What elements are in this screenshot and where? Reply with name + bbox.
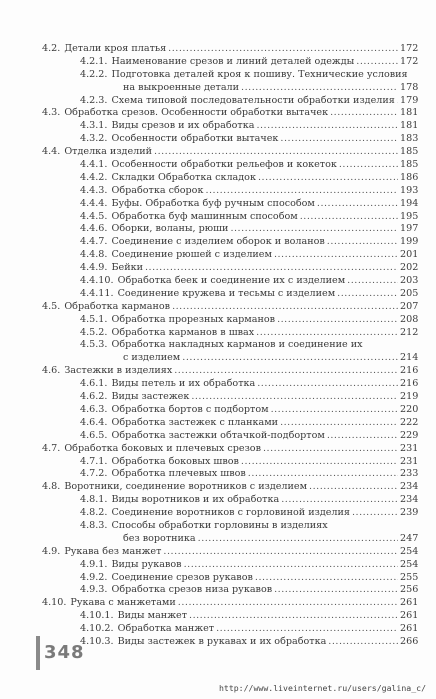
toc-entry-number: 4.2.3. bbox=[80, 94, 108, 106]
toc-entry-title: Обработка срезов. Особенности обработки вытачек bbox=[64, 107, 329, 119]
toc-dot-leader bbox=[241, 456, 398, 469]
toc-dot-leader bbox=[184, 559, 398, 572]
toc-entry-title: Виды манжет bbox=[117, 610, 188, 622]
toc-entry-title: Особенности обработки рельефов и кокеток bbox=[111, 159, 337, 171]
toc-section-row bbox=[40, 546, 418, 559]
toc-subsection-row bbox=[40, 533, 418, 546]
toc-entry-number: 4.8.3. bbox=[80, 519, 108, 531]
toc-dot-leader bbox=[216, 623, 398, 636]
toc-entry-page: 181 bbox=[400, 107, 419, 119]
toc-entry-title: Соединение срезов рукавов bbox=[111, 571, 253, 583]
page-number-bar bbox=[36, 636, 40, 670]
toc-entry-page: 212 bbox=[400, 326, 419, 338]
toc-entry-title: Отделка изделий bbox=[64, 146, 153, 158]
toc-dot-leader bbox=[182, 352, 398, 365]
toc-dot-leader bbox=[280, 417, 398, 430]
toc-entry-page: 203 bbox=[400, 275, 419, 287]
toc-entry-title: Виды петель и их обработка bbox=[111, 378, 256, 390]
toc-subsection-row bbox=[40, 572, 418, 585]
toc-entry-page: 179 bbox=[400, 94, 419, 106]
toc-dot-leader bbox=[178, 597, 398, 610]
toc-entry-title: Виды застежек в рукавах и их обработка bbox=[117, 635, 327, 647]
toc-entry-number: 4.5.2. bbox=[80, 326, 108, 338]
toc-dot-leader bbox=[281, 494, 398, 507]
toc-entry-title: с изделием bbox=[123, 352, 181, 364]
toc-subsection-row bbox=[40, 288, 418, 301]
toc-entry-number: 4.4.5. bbox=[80, 210, 108, 222]
toc-subsection-row bbox=[40, 236, 418, 249]
toc-section-row bbox=[40, 146, 418, 159]
toc-entry-number: 4.6. bbox=[42, 365, 61, 377]
toc-entry-page: 254 bbox=[400, 558, 419, 570]
toc-subsection-row bbox=[40, 430, 418, 443]
toc-entry-number: 4.5. bbox=[42, 300, 61, 312]
toc-entry-number: 4.2.2. bbox=[80, 68, 108, 80]
toc-dot-leader bbox=[309, 481, 398, 494]
toc-entry-page: 207 bbox=[400, 300, 419, 312]
toc-entry-page: 172 bbox=[400, 55, 419, 67]
toc-entry-title: Соединение рюшей с изделием bbox=[111, 249, 272, 261]
toc-section-row bbox=[40, 365, 418, 378]
toc-subsection-row bbox=[40, 185, 418, 198]
toc-entry-page: 216 bbox=[400, 378, 419, 390]
toc-entry-number: 4.9.1. bbox=[80, 558, 108, 570]
toc-subsection-row bbox=[40, 95, 418, 108]
toc-entry-number: 4.7. bbox=[42, 442, 61, 454]
toc-entry-number: 4.6.2. bbox=[80, 391, 108, 403]
toc-dot-leader bbox=[347, 275, 398, 288]
toc-entry-number: 4.4.9. bbox=[80, 262, 108, 274]
toc-dot-leader bbox=[356, 56, 398, 69]
toc-entry-page: 231 bbox=[400, 442, 419, 454]
toc-entry-number: 4.9.3. bbox=[80, 584, 108, 596]
toc-subsection-row bbox=[40, 352, 418, 365]
toc-entry-title: Виды рукавов bbox=[111, 558, 182, 570]
toc-subsection-row bbox=[40, 82, 418, 95]
toc-entry-page: 261 bbox=[400, 597, 419, 609]
toc-entry-title: Обработка сборок bbox=[111, 184, 204, 196]
toc-entry-title: Обработка карманов bbox=[64, 300, 171, 312]
toc-entry-page: 197 bbox=[400, 223, 419, 235]
toc-subsection-row bbox=[40, 133, 418, 146]
toc-entry-page: 231 bbox=[400, 455, 419, 467]
toc-dot-leader bbox=[198, 533, 398, 546]
toc-entry-page: 261 bbox=[400, 623, 419, 635]
toc-entry-page: 219 bbox=[400, 391, 419, 403]
toc-entry-page: 195 bbox=[400, 210, 419, 222]
toc-entry-page: 194 bbox=[400, 197, 419, 209]
toc-dot-leader bbox=[154, 146, 398, 159]
toc-dot-leader bbox=[256, 327, 398, 340]
toc-entry-number: 4.4.8. bbox=[80, 249, 108, 261]
toc-entry-page: 234 bbox=[400, 481, 419, 493]
toc-entry-title: Соединение воротников с горловиной изделия bbox=[111, 507, 350, 519]
toc-subsection-row bbox=[40, 559, 418, 572]
toc-dot-leader bbox=[256, 120, 398, 133]
toc-entry-number: 4.4.6. bbox=[80, 223, 108, 235]
toc-entry-number: 4.3.2. bbox=[80, 133, 108, 145]
toc-entry-title: Обработка застежек с планками bbox=[111, 416, 279, 428]
toc-entry-title: Обработка беек и соединение их с изделием bbox=[117, 275, 346, 287]
toc-entry-number: 4.10.1. bbox=[80, 610, 114, 622]
toc-entry-title: Обработка накладных карманов и соединение их bbox=[111, 339, 363, 351]
toc-dot-leader bbox=[168, 43, 398, 56]
toc-entry-title: Обработка буф машинным способом bbox=[111, 210, 298, 222]
toc-entry-title: Виды воротников и их обработка bbox=[111, 494, 280, 506]
toc-subsection-row bbox=[40, 404, 418, 417]
toc-entry-page: 201 bbox=[400, 249, 419, 261]
toc-dot-leader bbox=[230, 223, 398, 236]
toc-entry-page: 185 bbox=[400, 159, 419, 171]
toc-entry-number: 4.4.4. bbox=[80, 197, 108, 209]
toc-entry-page: 233 bbox=[400, 468, 419, 480]
toc-dot-leader bbox=[352, 507, 398, 520]
toc-entry-number: 4.6.3. bbox=[80, 403, 108, 415]
toc-section-row bbox=[40, 597, 418, 610]
toc-dot-leader bbox=[328, 636, 398, 649]
toc-dot-leader bbox=[280, 133, 398, 146]
page-number: 348 bbox=[44, 642, 85, 663]
toc-entry-title: Виды срезов и их обработка bbox=[111, 120, 255, 132]
toc-entry-page: 256 bbox=[400, 584, 419, 596]
toc-entry-title: Особенности обработки вытачек bbox=[111, 133, 279, 145]
toc-entry-page: 254 bbox=[400, 545, 419, 557]
toc-entry-page: 255 bbox=[400, 571, 419, 583]
toc-entry-page: 205 bbox=[400, 287, 419, 299]
toc-entry-title: Бейки bbox=[111, 262, 143, 274]
toc-entry-title: Наименование срезов и линий деталей одежды bbox=[111, 55, 355, 67]
toc-dot-leader bbox=[145, 262, 398, 275]
toc-dot-leader bbox=[172, 301, 398, 314]
toc-entry-number: 4.10. bbox=[42, 597, 67, 609]
toc-entry-number: 4.4.11. bbox=[80, 287, 114, 299]
toc-entry-title: Обработка застежки обтачкой-подбортом bbox=[111, 429, 325, 441]
toc-subsection-row bbox=[40, 172, 418, 185]
toc-dot-leader bbox=[317, 198, 398, 211]
toc-subsection-row bbox=[40, 610, 418, 623]
toc-section-row bbox=[40, 443, 418, 456]
toc-subsection-row bbox=[40, 468, 418, 481]
toc-dot-leader bbox=[330, 107, 398, 120]
toc-subsection-row bbox=[40, 275, 418, 288]
toc-subsection-row bbox=[40, 198, 418, 211]
toc-dot-leader bbox=[191, 391, 398, 404]
watermark-url[interactable]: http://www.liveinternet.ru/users/galina_c/ bbox=[218, 683, 426, 693]
toc-entry-title: Виды застежек bbox=[111, 391, 190, 403]
toc-entry-number: 4.5.1. bbox=[80, 313, 108, 325]
toc-subsection-row bbox=[40, 339, 418, 352]
toc-entry-title: Обработка прорезных карманов bbox=[111, 313, 276, 325]
toc-dot-leader bbox=[337, 288, 398, 301]
toc-subsection-row bbox=[40, 69, 418, 82]
toc-entry-page: 193 bbox=[400, 184, 419, 196]
toc-subsection-row bbox=[40, 623, 418, 636]
toc-entry-title: Соединение кружева и тесьмы с изделием bbox=[117, 287, 336, 299]
toc-entry-title: Обработка плечевых швов bbox=[111, 468, 246, 480]
toc-dot-leader bbox=[277, 314, 398, 327]
toc-entry-number: 4.10.2. bbox=[80, 623, 114, 635]
toc-dot-leader bbox=[257, 378, 398, 391]
toc-section-row bbox=[40, 481, 418, 494]
toc-entry-title: Оборки, воланы, рюши bbox=[111, 223, 229, 235]
toc-entry-page: 185 bbox=[400, 146, 419, 158]
toc-entry-title: Воротники, соединение воротников с изделием bbox=[64, 481, 308, 493]
toc-dot-leader bbox=[248, 468, 398, 481]
toc-entry-page: 181 bbox=[400, 120, 419, 132]
toc-entry-page: 214 bbox=[400, 352, 419, 364]
toc-subsection-row bbox=[40, 327, 418, 340]
toc-entry-page: 208 bbox=[400, 313, 419, 325]
toc-dot-leader bbox=[300, 211, 398, 224]
toc-entry-title: Соединение с изделием оборок и воланов bbox=[111, 236, 325, 248]
toc-dot-leader bbox=[397, 95, 398, 108]
toc-dot-leader bbox=[205, 185, 398, 198]
toc-entry-number: 4.2.1. bbox=[80, 55, 108, 67]
toc-subsection-row bbox=[40, 494, 418, 507]
toc-entry-page: 172 bbox=[400, 43, 419, 54]
toc-entry-number: 4.7.1. bbox=[80, 455, 108, 467]
toc-entry-page: 186 bbox=[400, 171, 419, 183]
toc-subsection-row bbox=[40, 56, 418, 69]
toc-entry-title: без воротника bbox=[123, 532, 196, 544]
toc-subsection-row bbox=[40, 262, 418, 275]
toc-dot-leader bbox=[271, 404, 398, 417]
toc-entry-title: Обработка бортов с подбортом bbox=[111, 403, 269, 415]
toc-entry-number: 4.3. bbox=[42, 107, 61, 119]
toc-entry-page: 199 bbox=[400, 236, 419, 248]
toc-subsection-row bbox=[40, 223, 418, 236]
toc-subsection-row bbox=[40, 314, 418, 327]
toc-entry-number: 4.4. bbox=[42, 146, 61, 158]
toc-entry-page: 234 bbox=[400, 494, 419, 506]
toc-section-row bbox=[40, 301, 418, 314]
toc-entry-number: 4.4.3. bbox=[80, 184, 108, 196]
toc-entry-number: 4.4.10. bbox=[80, 275, 114, 287]
toc-dot-leader bbox=[274, 584, 398, 597]
toc-subsection-row bbox=[40, 249, 418, 262]
toc-subsection-row bbox=[40, 417, 418, 430]
toc-entry-number: 4.7.2. bbox=[80, 468, 108, 480]
toc-entry-page: 247 bbox=[400, 532, 419, 544]
toc-entry-page: 239 bbox=[400, 507, 419, 519]
toc-entry-title: Рукава с манжетами bbox=[70, 597, 176, 609]
toc-subsection-row bbox=[40, 584, 418, 597]
toc-dot-leader bbox=[163, 546, 398, 559]
toc-entry-page: 183 bbox=[400, 133, 419, 145]
toc-entry-number: 4.9. bbox=[42, 545, 61, 557]
toc-entry-page: 220 bbox=[400, 403, 419, 415]
toc-entry-page: 261 bbox=[400, 610, 419, 622]
toc-entry-number: 4.3.1. bbox=[80, 120, 108, 132]
toc-dot-leader bbox=[255, 572, 398, 585]
toc-dot-leader bbox=[327, 430, 398, 443]
toc-entry-title: Схема типовой последовательности обработки изделия bbox=[111, 94, 395, 106]
toc-dot-leader bbox=[241, 82, 398, 95]
toc-entry-title: Обработка манжет bbox=[117, 623, 215, 635]
toc-subsection-row bbox=[40, 211, 418, 224]
toc-subsection-row bbox=[40, 391, 418, 404]
toc-subsection-row bbox=[40, 378, 418, 391]
toc-entry-page: 222 bbox=[400, 416, 419, 428]
toc-dot-leader bbox=[189, 610, 398, 623]
toc-dot-leader bbox=[274, 249, 398, 262]
toc-entry-number: 4.4.1. bbox=[80, 159, 108, 171]
toc-entry-number: 4.8.1. bbox=[80, 494, 108, 506]
toc-entry-title: Обработка боковых швов bbox=[111, 455, 239, 467]
toc-entry-title: Способы обработки горловины в изделиях bbox=[111, 519, 328, 531]
toc-entry-title: Складки Обработка складок bbox=[111, 171, 256, 183]
toc-dot-leader bbox=[339, 159, 398, 172]
toc-entry-page: 266 bbox=[400, 635, 419, 647]
toc-subsection-row bbox=[40, 159, 418, 172]
toc-entry-title: Обработка срезов низа рукавов bbox=[111, 584, 273, 596]
toc-entry-number: 4.6.1. bbox=[80, 378, 108, 390]
toc-entry-title: Застежки в изделиях bbox=[64, 365, 173, 377]
toc-subsection-row bbox=[40, 120, 418, 133]
toc-entry-title: Детали кроя платья bbox=[64, 43, 167, 54]
toc-subsection-row bbox=[40, 507, 418, 520]
toc-entry-number: 4.6.4. bbox=[80, 416, 108, 428]
toc-subsection-row bbox=[40, 636, 418, 649]
toc-entry-number: 4.2. bbox=[42, 43, 61, 54]
toc-entry-title: Обработка боковых и плечевых срезов bbox=[64, 442, 261, 454]
toc-section-row bbox=[40, 107, 418, 120]
toc-dot-leader bbox=[327, 236, 398, 249]
toc-dot-leader bbox=[263, 443, 398, 456]
toc-entry-title: Буфы. Обработка буф ручным способом bbox=[111, 197, 315, 209]
toc-entry-number: 4.8. bbox=[42, 481, 61, 493]
toc-entry-page: 216 bbox=[400, 365, 419, 377]
toc-entry-page: 202 bbox=[400, 262, 419, 274]
table-of-contents bbox=[40, 43, 418, 649]
toc-entry-number: 4.5.3. bbox=[80, 339, 108, 351]
toc-entry-number: 4.8.2. bbox=[80, 507, 108, 519]
toc-entry-number: 4.4.2. bbox=[80, 171, 108, 183]
toc-entry-number: 4.10.3. bbox=[80, 635, 114, 647]
toc-section-row bbox=[40, 43, 418, 56]
toc-subsection-row bbox=[40, 520, 418, 533]
toc-entry-title: Подготовка деталей кроя к пошиву. Технические условия bbox=[111, 68, 408, 80]
toc-entry-page: 178 bbox=[400, 81, 419, 93]
toc-entry-number: 4.4.7. bbox=[80, 236, 108, 248]
toc-entry-title: Обработка карманов в швах bbox=[111, 326, 255, 338]
toc-entry-title: на выкроенные детали bbox=[123, 81, 240, 93]
toc-subsection-row bbox=[40, 456, 418, 469]
toc-dot-leader bbox=[258, 172, 398, 185]
toc-entry-title: Рукава без манжет bbox=[64, 545, 162, 557]
toc-entry-page: 229 bbox=[400, 429, 419, 441]
toc-entry-number: 4.9.2. bbox=[80, 571, 108, 583]
toc-dot-leader bbox=[174, 365, 398, 378]
toc-entry-number: 4.6.5. bbox=[80, 429, 108, 441]
